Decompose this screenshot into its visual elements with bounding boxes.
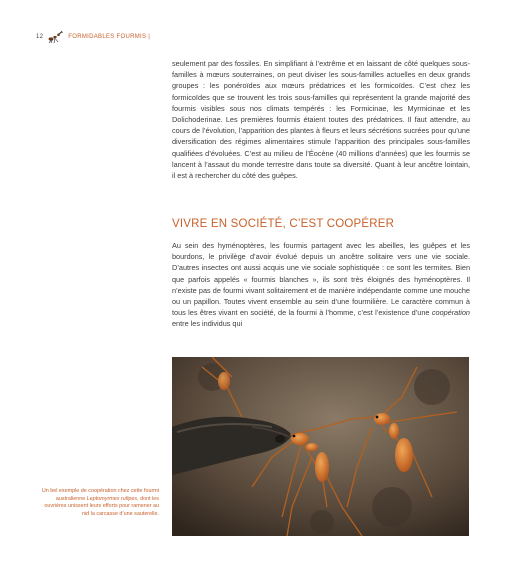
photo-illustration — [172, 357, 469, 536]
page-number: 12 — [36, 34, 44, 40]
caption-text-end: , dont les ouvrières unissent leurs efforts pour ramener au nid la carcasse d’une sauterelle. — [44, 495, 159, 517]
paragraph-text-end: entre les individus qui — [172, 319, 243, 329]
page-header — [36, 30, 150, 44]
caption-species: Leptomyrmex rufipes — [86, 495, 138, 502]
running-title: FORMIDABLES FOURMIS | — [68, 34, 151, 40]
body-paragraph-2 — [172, 240, 470, 330]
ant-icon — [47, 30, 65, 44]
caption-text: Un bel exemple de coopération chez cette fourmi australienne — [41, 488, 159, 502]
ants-photo — [172, 357, 469, 536]
photo-caption — [36, 488, 159, 518]
section-heading: VIVRE EN SOCIÉTÉ, C’EST COOPÉRER — [172, 218, 395, 230]
paragraph-text: Au sein des hyménoptères, les fourmis partagent avec les abeilles, les guêpes et les bourdons, le privilège d’avoir évolué depuis un ancêtre solitaire vers une vie sociale. D’autres insectes ont aussi acquis une vie sociale sophistiquée : ce sont les termites. Bien que parfois appelés « fourmis blanches », ils sont très éloignés des hyménoptères. Il n’existe pas de fourmi vivant solitairement et de manière indépendante comme une mouche ou un papillon. Toutes vivent ensemble au sein d’une fourmilière. Le caractère commun à tous les êtres vivant en société, de la fourmi à l’homme, c’est l’existence d’une — [172, 241, 470, 318]
emphasized-word: coopération — [431, 308, 470, 318]
body-paragraph-1: seulement par des fossiles. En simplifiant à l’extrême et en laissant de côté quelques sous-familles à mœurs souterraines, on peut diviser les sous-familles actuelles en deux grands groupes : les ponéroïdes aux mœurs prédatrices et les formicoïdes. C’est chez les formicoïdes que se trouvent les trois sous-familles qui représentent la grande majorité des fourmis visibles sous nos climats tempérés : les Formicinae, les Myrmicinae et les Dolichoderinae. Les premières fourmis étaient toutes des prédatrices. Il faut attendre, au cours de l’évolution, l’apparition des plantes à fleurs et leurs sécrétions sucrées pour qu’une diversification des régimes alimentaires stimule l’apparition des principales sous-familles qualifiées d’évoluées. C’est au milieu de l’Éocène (40 millions d’années) que les fourmis se lancent à l’assaut du monde terrestre dans toute sa diversité. Quant à leur ancêtre lointain, il est à rechercher du côté des guêpes. — [172, 59, 470, 181]
